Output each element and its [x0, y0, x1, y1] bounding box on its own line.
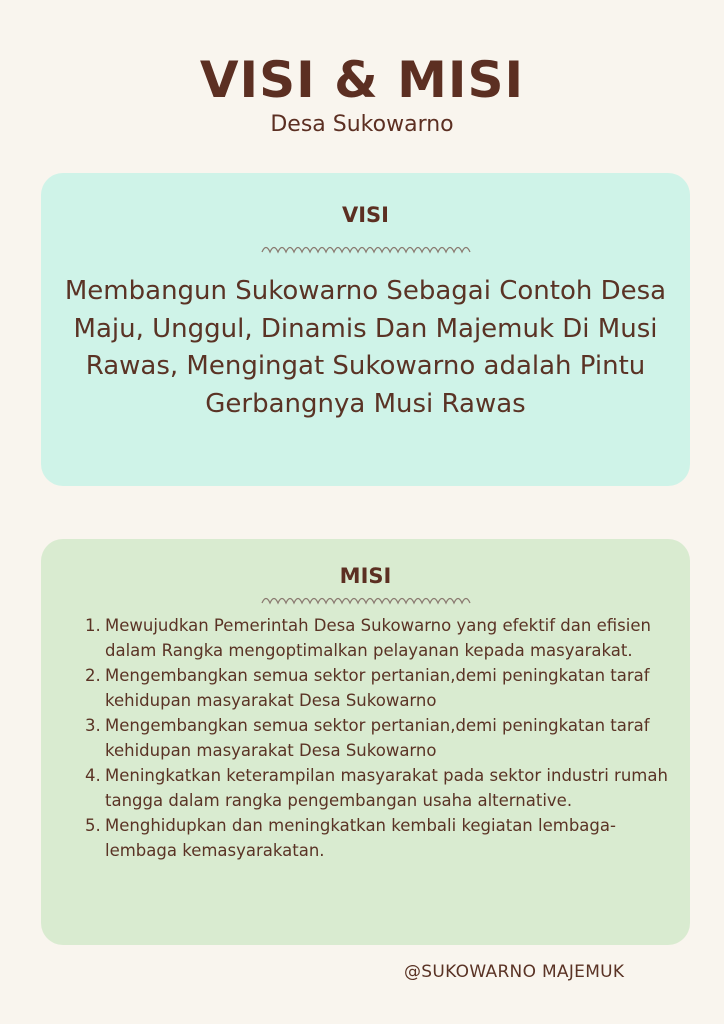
- misi-item-number: 5.: [85, 816, 101, 835]
- misi-item-number: 2.: [85, 666, 101, 685]
- misi-item-text: Mengembangkan semua sektor pertanian,demi peningkatan taraf kehidupan masyarakat Desa Sukowarno: [105, 716, 650, 760]
- visi-heading: VISI: [341, 203, 389, 227]
- page-title: VISI & MISI: [199, 51, 525, 109]
- misi-item: [85, 613, 675, 663]
- misi-item: [85, 813, 675, 863]
- visi-card: [41, 173, 690, 486]
- misi-item-text: Mengembangkan semua sektor pertanian,demi peningkatan taraf kehidupan masyarakat Desa Sukowarno: [105, 666, 650, 710]
- misi-heading: MISI: [339, 564, 392, 588]
- misi-item-text: Menghidupkan dan meningkatkan kembali kegiatan lembaga-lembaga kemasyarakatan.: [105, 816, 616, 860]
- wave-divider-icon: [260, 241, 472, 257]
- wave-divider-icon: [260, 592, 472, 608]
- misi-item: [85, 763, 675, 813]
- misi-item: [85, 663, 675, 713]
- misi-item-number: 4.: [85, 766, 101, 785]
- misi-item-number: 3.: [85, 716, 101, 735]
- page-subtitle: Desa Sukowarno: [270, 112, 454, 137]
- misi-item: [85, 713, 675, 763]
- misi-item-number: 1.: [85, 616, 101, 635]
- footer-handle: @SUKOWARNO MAJEMUK: [404, 962, 625, 982]
- misi-list: [85, 613, 675, 863]
- misi-item-text: Meningkatkan keterampilan masyarakat pada sektor industri rumah tangga dalam rangka pengembangan usaha alternative.: [105, 766, 668, 810]
- misi-card: [41, 539, 690, 945]
- visi-statement: Membangun Sukowarno Sebagai Contoh Desa Maju, Unggul, Dinamis Dan Majemuk Di Musi Rawas, Mengingat Sukowarno adalah Pintu Gerbangnya Musi Rawas: [64, 276, 667, 419]
- misi-item-text: Mewujudkan Pemerintah Desa Sukowarno yang efektif dan efisien dalam Rangka mengoptimalkan pelayanan kepada masyarakat.: [105, 616, 651, 660]
